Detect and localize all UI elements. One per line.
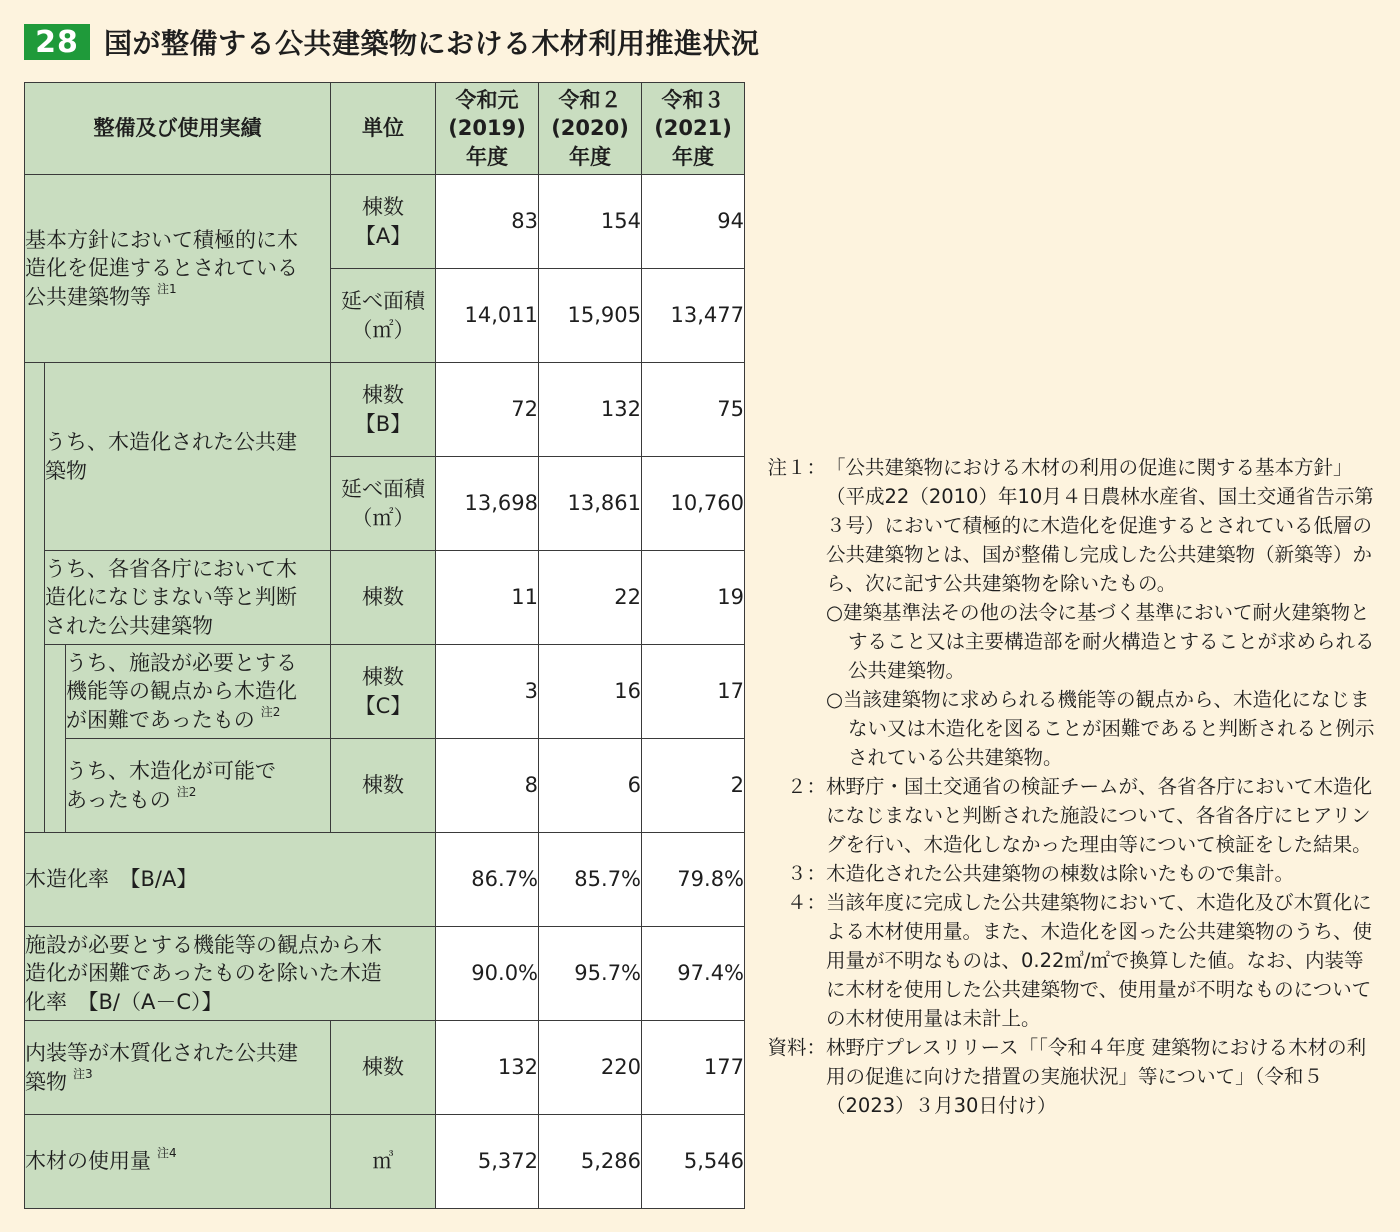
cell-value: 86.7% [436, 833, 539, 927]
cell-value: 95.7% [539, 927, 642, 1021]
note-2 [756, 772, 1380, 859]
header-year-2021: 令和３ (2021) 年度 [642, 83, 745, 175]
cell-value: 13,861 [539, 457, 642, 551]
cell-value: 10,760 [642, 457, 745, 551]
cell-value: 17 [642, 645, 745, 739]
table-row [25, 645, 745, 739]
note-sub-item: ○当該建築物に求められる機能等の観点から、木造化になじまない又は木造化を図ることが困難であると判断されると例示されている公共建築物。 [826, 688, 1375, 769]
cell-value: 3 [436, 645, 539, 739]
cell-value: 85.7% [539, 833, 642, 927]
note-label: ２： [786, 775, 826, 798]
figure-number-badge: 28 [24, 24, 90, 60]
cell-value: 22 [539, 551, 642, 645]
row-label-possible: うち、木造化が可能で あったもの $^{注2}$ [66, 739, 331, 833]
note-text: 木造化された公共建築物の棟数は除いたもので集計。 [826, 862, 1295, 885]
cell-value: 16 [539, 645, 642, 739]
note-text: 「公共建築物における木材の利用の促進に関する基本方針」（平成22（2010）年10月４日農林水産省、国土交通省告示第３号）において積極的に木造化を促進するとされている低層の公共建築物とは、国が整備し完成した公共建築物（新築等）から、次に記す公共建築物を除いたもの。 [826, 456, 1374, 595]
cell-value: 177 [642, 1021, 745, 1115]
source-label: 資料： [767, 1036, 826, 1059]
unit-count-c: 棟数 【C】 [331, 645, 436, 739]
note-text: 当該年度に完成した公共建築物において、木造化及び木質化による木材使用量。また、木造化を図った公共建築物のうち、使用量が不明なものは、0.22㎥/㎡で換算した値。なお、内装等に木材を使用した公共建築物で、使用量が不明なものについての木材使用量は未計上。 [826, 891, 1373, 1030]
table-row [25, 1021, 745, 1115]
header-year-2019: 令和元 (2019) 年度 [436, 83, 539, 175]
cell-value: 19 [642, 551, 745, 645]
cell-value: 2 [642, 739, 745, 833]
header-unit: 単位 [331, 83, 436, 175]
cell-value: 94 [642, 175, 745, 269]
unit-count: 棟数 [331, 1021, 436, 1115]
table-row [25, 1115, 745, 1209]
row-label-interior: 内装等が木質化された公共建 築物 $^{注3}$ [25, 1021, 331, 1115]
row-label-adjusted-rate: 施設が必要とする機能等の観点から木 造化が困難であったものを除いた木造 化率 【B/（A－C）】 [25, 927, 436, 1021]
cell-value: 72 [436, 363, 539, 457]
unit-count-b: 棟数 【B】 [331, 363, 436, 457]
cell-value: 154 [539, 175, 642, 269]
note-sub-item: ○建築基準法その他の法令に基づく基準において耐火建築物とすること又は主要構造部を耐火構造とすることが求められる公共建築物。 [826, 601, 1375, 682]
cell-value: 15,905 [539, 269, 642, 363]
table-row [25, 739, 745, 833]
row-label-not-suitable: うち、各省各庁において木 造化になじまない等と判断 された公共建築物 [45, 551, 331, 645]
table-row [25, 551, 745, 645]
footnotes [756, 453, 1380, 1120]
cell-value: 90.0% [436, 927, 539, 1021]
cell-value: 79.8% [642, 833, 745, 927]
cell-value: 5,546 [642, 1115, 745, 1209]
row-label-difficult: うち、施設が必要とする 機能等の観点から木造化 が困難であったもの $^{注2}$ [66, 645, 331, 739]
cell-value: 97.4% [642, 927, 745, 1021]
indent-spacer [25, 363, 45, 833]
row-label-public-buildings: 基本方針において積極的に木 造化を促進するとされている 公共建築物等 $^{注1}$ [25, 175, 331, 363]
table-row [25, 833, 745, 927]
figure-header [24, 22, 760, 62]
unit-count: 棟数 [331, 739, 436, 833]
note-4 [756, 888, 1380, 1033]
note-label: ４： [786, 891, 826, 914]
source-text: 林野庁プレスリリース「「令和４年度 建築物における木材の利用の促進に向けた措置の実施状況」等について」（令和５（2023）３月30日付け） [826, 1036, 1367, 1117]
wood-use-table [24, 82, 745, 1209]
header-row [25, 83, 745, 175]
indent-spacer [45, 645, 66, 833]
unit-area: 延べ面積 （㎡） [331, 269, 436, 363]
cell-value: 220 [539, 1021, 642, 1115]
cell-value: 6 [539, 739, 642, 833]
cell-value: 5,372 [436, 1115, 539, 1209]
cell-value: 14,011 [436, 269, 539, 363]
cell-value: 11 [436, 551, 539, 645]
unit-count-a: 棟数 【A】 [331, 175, 436, 269]
table-row [25, 927, 745, 1021]
figure-title: 国が整備する公共建築物における木材利用推進状況 [104, 27, 760, 60]
unit-count: 棟数 [331, 551, 436, 645]
header-item: 整備及び使用実績 [25, 83, 331, 175]
unit-area: 延べ面積 （㎡） [331, 457, 436, 551]
row-label-wood-volume: 木材の使用量 $^{注4}$ [25, 1115, 331, 1209]
note-text: 林野庁・国土交通省の検証チームが、各省各庁において木造化になじまないと判断された施設について、各省各庁にヒアリングを行い、木造化しなかった理由等について検証をした結果。 [826, 775, 1373, 856]
note-label: ３： [786, 862, 826, 885]
note-3 [756, 859, 1380, 888]
cell-value: 13,698 [436, 457, 539, 551]
cell-value: 13,477 [642, 269, 745, 363]
cell-value: 83 [436, 175, 539, 269]
cell-value: 132 [436, 1021, 539, 1115]
row-label-wood-rate: 木造化率 【B/A】 [25, 833, 436, 927]
note-1 [756, 453, 1380, 772]
row-label-wooden-buildings: うち、木造化された公共建 築物 [45, 363, 331, 551]
source-note [756, 1033, 1380, 1120]
table-row [25, 175, 745, 269]
unit-cubic-meter: ㎥ [331, 1115, 436, 1209]
cell-value: 132 [539, 363, 642, 457]
cell-value: 75 [642, 363, 745, 457]
cell-value: 5,286 [539, 1115, 642, 1209]
header-year-2020: 令和２ (2020) 年度 [539, 83, 642, 175]
table-row [25, 363, 745, 457]
cell-value: 8 [436, 739, 539, 833]
note-label: 注１： [767, 456, 826, 479]
